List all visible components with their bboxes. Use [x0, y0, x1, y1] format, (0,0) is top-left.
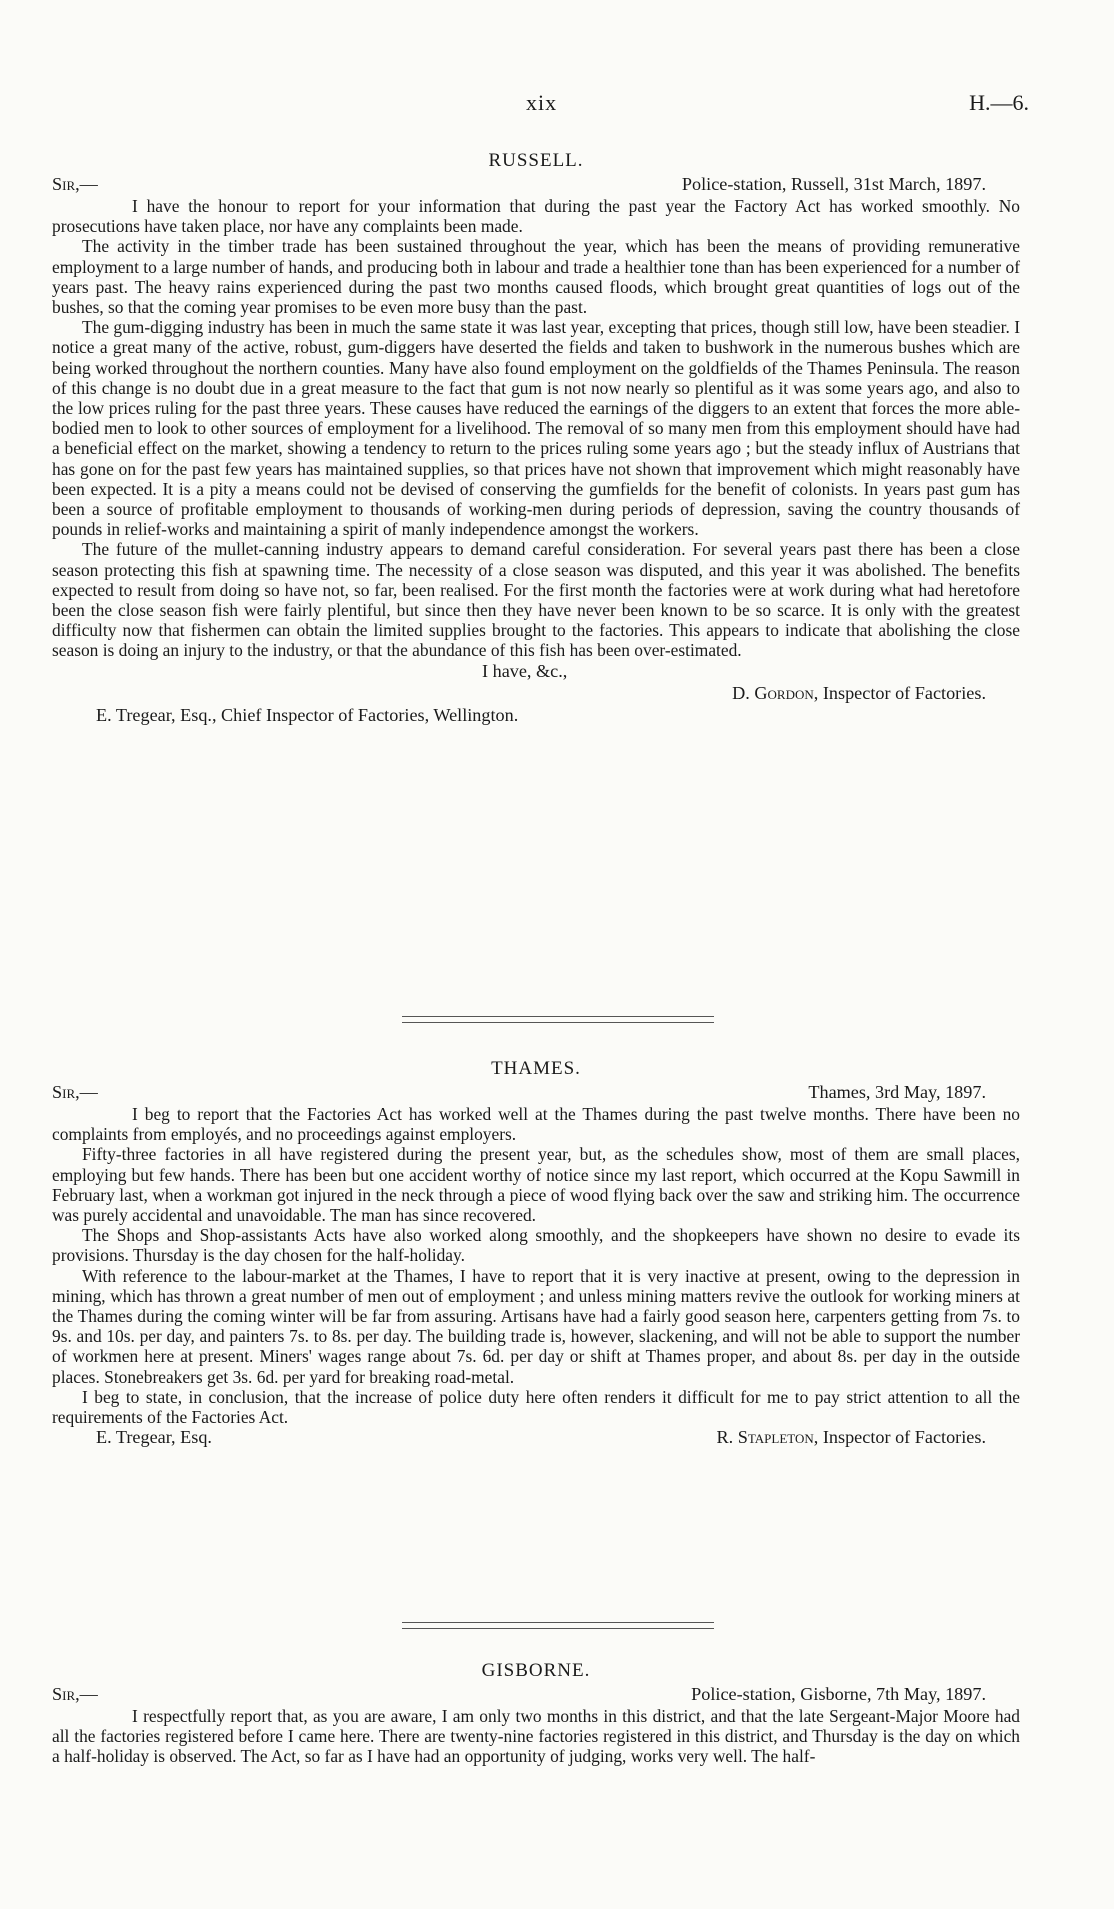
signer-title: , Inspector of Factories. — [813, 682, 986, 703]
letter-date: Police-station, Gisborne, 7th May, 1897. — [691, 1684, 986, 1704]
paragraph: The future of the mullet-canning industry appears to demand careful consideration. For several years past there has been a close season protecting this fish at spawning time. The necessity of a close season was disputed, and this year it was abolished. The benefits expected to result from doing so have not, so far, been realised. For the first month the factories were at work during what had heretofore been the close season fish were fairly plentiful, but since then they have never been known to be so scarce. It is only with the greatest difficulty now that fishermen can obtain the limited supplies brought to the factories. This appears to indicate that abolishing the close season is doing an injury to the industry, or that the abundance of this fish has been over-estimated. — [52, 539, 1020, 661]
salutation: Sir,— — [52, 174, 98, 194]
signer-title: , Inspector of Factories. — [813, 1427, 986, 1448]
paragraph: The Shops and Shop-assistants Acts have also worked along smoothly, and the shopkeepers have shown no desire to evade its provisions. Thursday is the day chosen for the half-holiday. — [52, 1225, 1020, 1266]
paragraph: Fifty-three factories in all have registered during the present year, but, as the schedules show, most of them are small places, employing but few hands. There has been but one accident worthy of notice since my last report, which occurred at the Kopu Sawmill in February last, when a workman got injured in the neck through a piece of wood flying back over the saw and striking him. The occurrence was purely accidental and unavoidable. The man has since recovered. — [52, 1144, 1020, 1226]
signer-name: D. Gordon — [732, 682, 814, 703]
section-title-gisborne: GISBORNE. — [481, 1660, 591, 1681]
document-reference: H.—6. — [969, 90, 1029, 115]
russell-report — [52, 150, 1020, 727]
addressee: E. Tregear, Esq. — [96, 1427, 212, 1448]
section-title-thames: THAMES. — [491, 1058, 581, 1079]
paragraph: The activity in the timber trade has been sustained throughout the year, which has been the means of providing remunerative employment to a large number of hands, and producing both in labour and trade a healthier tone than has been experienced for a number of years past. The heavy rains experienced during the past two months caused floods, which brought great quantities of logs out of the bushes, so that the coming year promises to be even more busy than the past. — [52, 236, 1020, 318]
dateline — [52, 1684, 1020, 1706]
signature-line — [52, 1427, 1020, 1449]
section-divider — [402, 1016, 714, 1023]
salutation: Sir,— — [52, 1082, 98, 1102]
signature-line — [52, 683, 1020, 705]
paragraph: With reference to the labour-market at the Thames, I have to report that it is very inactive at present, owing to the depression in mining, which has thrown a great number of men out of employment ; and unless mining matters revive the outlook for working miners at the Thames during the coming winter will be far from assuring. Artisans have had a fairly good season here, carpenters getting from 7s. to 9s. and 10s. per day, and painters 7s. to 8s. per day. The building trade is, however, slackening, and will not be able to support the number of workmen here at present. Miners' wages range about 7s. 6d. per day or shift at Thames proper, and about 8s. per day in the outside places. Stonebreakers get 3s. 6d. per yard for breaking road-metal. — [52, 1265, 1020, 1387]
paragraph: I beg to state, in conclusion, that the increase of police duty here often renders it difficult for me to pay strict attention to all the requirements of the Factories Act. — [52, 1386, 1020, 1428]
gisborne-report — [52, 1660, 1020, 1767]
page-number: xix — [526, 90, 558, 115]
closing: I have, &c., — [482, 660, 568, 681]
signer-name: R. Stapleton — [716, 1427, 814, 1448]
section-divider — [402, 1622, 714, 1629]
addressee: E. Tregear, Esq., Chief Inspector of Factories, Wellington. — [96, 704, 519, 725]
paragraph: I beg to report that the Factories Act has worked well at the Thames during the past twelve months. There have been no complaints from employés, and no proceedings against employers. — [52, 1104, 1020, 1145]
paragraph: I respectfully report that, as you are aware, I am only two months in this district, and that the late Sergeant-Major Moore had all the factories registered before I came here. There are twenty-nine factories registered in this district, and Thursday is the day on which a half-holiday is observed. The Act, so far as I have had an opportunity of judging, works very well. The half- — [52, 1706, 1020, 1767]
salutation: Sir,— — [52, 1684, 98, 1704]
letter-date: Thames, 3rd May, 1897. — [808, 1082, 986, 1102]
paragraph: I have the honour to report for your information that during the past year the Factory Act has worked smoothly. No prosecutions have taken place, nor have any complaints been made. — [52, 196, 1020, 237]
dateline — [52, 1082, 1020, 1104]
dateline — [52, 174, 1020, 196]
letter-date: Police-station, Russell, 31st March, 1897. — [681, 174, 986, 194]
signer — [717, 1427, 986, 1448]
thames-report — [52, 1058, 1020, 1449]
paragraph: The gum-digging industry has been in much the same state it was last year, excepting that prices, though still low, have been steadier. I notice a great many of the active, robust, gum-diggers have deserted the fields and taken to bushwork in the numerous bushes which are being worked throughout the northern counties. Many have also found employment on the goldfields of the Thames Peninsula. The reason of this change is no doubt due in a great measure to the fact that gum is not now nearly so plentiful as it was some years ago, and also to the low prices ruling for the past three years. These causes have reduced the earnings of the diggers to an extent that forces the more able-bodied men to look to other sources of employment for a livelihood. The removal of so many men from this employment should have had a beneficial effect on the market, showing a tendency to return to the prices ruling some years ago ; but the steady influx of Austrians that has gone on for the past few years has maintained supplies, so that prices have not shown that improvement which might reasonably have been expected. It is a pity a means could not be devised of conserving the gumfields for the benefit of colonists. In years past gum has been a source of profitable employment to thousands of working-men during periods of depression, saving the country thousands of pounds in relief-works and maintaining a spirit of manly independence amongst the workers. — [52, 317, 1020, 540]
section-title-russell: RUSSELL. — [488, 150, 584, 171]
